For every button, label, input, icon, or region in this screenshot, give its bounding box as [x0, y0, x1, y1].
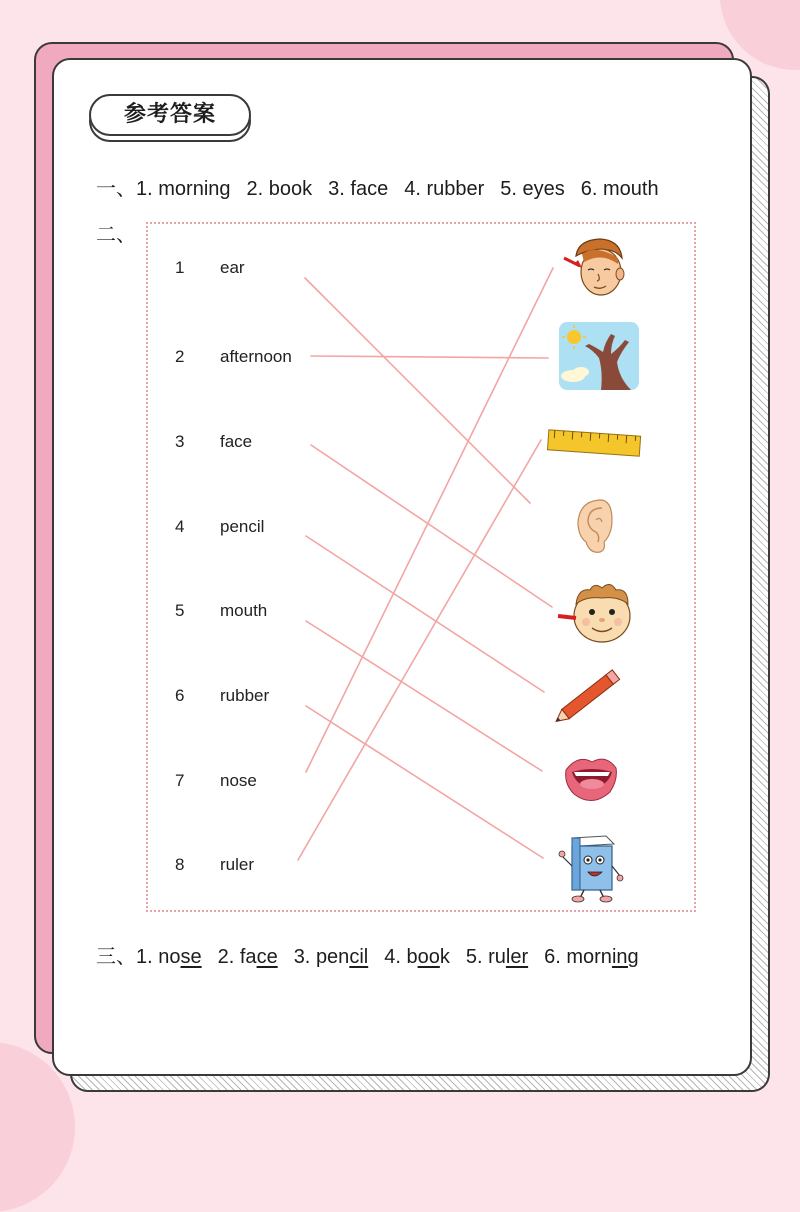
match-line-rubber	[306, 706, 543, 858]
afternoon-sun-tree-icon	[559, 322, 639, 390]
answer-item: 3. face	[328, 178, 388, 201]
match-line-ear	[305, 278, 530, 503]
match-line-ruler	[298, 440, 541, 860]
answer-item: 4. book	[384, 946, 450, 969]
boy-face-icon	[556, 580, 638, 646]
rubber-icon	[556, 826, 626, 904]
section-1-label: 一、	[96, 178, 136, 200]
match-line-afternoon	[311, 356, 548, 358]
section-3-answers	[96, 940, 639, 969]
answer-item: 1. morning	[136, 178, 231, 201]
boy-nose-icon	[556, 234, 628, 300]
answer-item: 5. eyes	[500, 178, 565, 201]
answer-title: 参考答案	[89, 94, 251, 136]
answer-item: 6. morning	[544, 946, 639, 969]
match-line-face	[311, 445, 552, 607]
ear-icon	[572, 496, 616, 558]
section-2-label: 二、	[96, 218, 136, 247]
answer-item: 2. book	[247, 178, 313, 201]
pencil-icon	[546, 668, 628, 728]
answer-item: 4. rubber	[404, 178, 484, 201]
mouth-icon	[562, 750, 620, 808]
match-line-nose	[306, 268, 553, 772]
match-line-pencil	[306, 536, 544, 692]
answer-item: 2. face	[218, 946, 278, 969]
answer-item: 1. nose	[136, 946, 202, 969]
answer-item: 3. pencil	[294, 946, 369, 969]
section-3-label: 三、	[96, 946, 136, 968]
answer-item: 6. mouth	[581, 178, 659, 201]
ruler-icon	[546, 427, 642, 461]
answer-item: 5. ruler	[466, 946, 528, 969]
